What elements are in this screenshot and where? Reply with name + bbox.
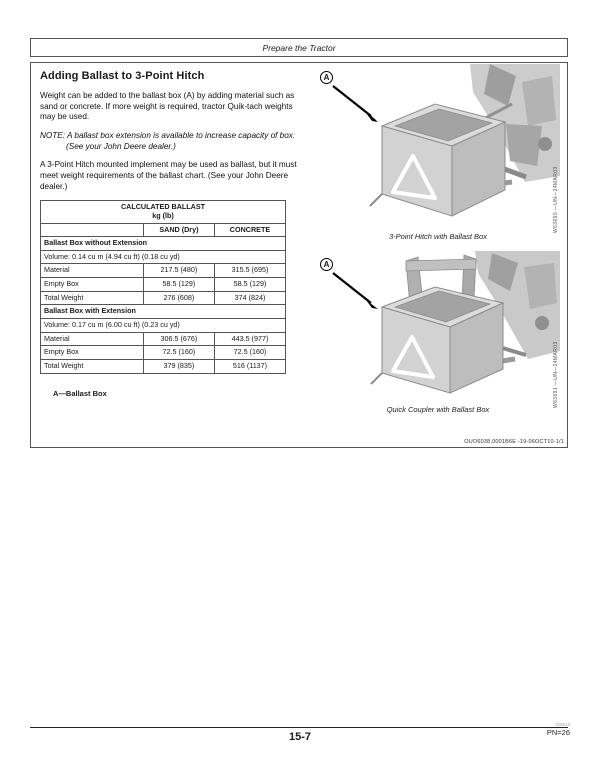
figure-caption: 3-Point Hitch with Ballast Box: [389, 232, 487, 241]
section-box: [30, 62, 568, 448]
volume-row-with-extension: Volume: 0.17 cu m (6.00 cu ft) (0.23 cu yd): [41, 319, 286, 333]
table-title-line1: CALCULATED BALLAST: [120, 202, 206, 212]
cell-value: 374 (824): [214, 291, 285, 305]
volume-row-without-extension: Volume: 0.14 cu m (4.94 cu ft) (0.18 cu yd): [41, 250, 286, 264]
paragraph-1: Weight can be added to the ballast box (A) by adding material such as sand or concrete. If more weight is required, tractor Quik-tach weights may be used.: [40, 91, 295, 122]
figure-caption: Quick Coupler with Ballast Box: [386, 405, 490, 414]
cell-value: 443.5 (977): [214, 332, 285, 346]
col-header-sand: SAND (Dry): [143, 223, 214, 237]
running-header: [30, 38, 568, 57]
table-row: [41, 278, 286, 292]
text-column: [40, 70, 306, 398]
figure-id-label: W63691 —UN—24MAR03: [553, 341, 559, 408]
row-label: Empty Box: [41, 346, 144, 360]
table-row: [41, 346, 286, 360]
col-header-concrete: CONCRETE: [214, 223, 285, 237]
section-header-without-extension: Ballast Box without Extension: [41, 237, 286, 251]
cell-value: 276 (608): [143, 291, 214, 305]
cell-value: 217.5 (480): [143, 264, 214, 278]
running-header-title: Prepare the Tractor: [262, 42, 336, 53]
callout-arrow-icon: [327, 82, 397, 137]
table-row: [41, 291, 286, 305]
row-label: Total Weight: [41, 291, 144, 305]
footer-rule: [30, 727, 568, 728]
cell-value: 58.5 (129): [214, 278, 285, 292]
print-code: 120512: [554, 722, 570, 727]
row-label: Empty Box: [41, 278, 144, 292]
row-label: Total Weight: [41, 359, 144, 373]
cell-value: 306.5 (676): [143, 332, 214, 346]
table-corner-cell: [41, 223, 144, 237]
callout-arrow-icon: [327, 269, 397, 324]
row-label: Material: [41, 264, 144, 278]
paragraph-2: A 3-Point Hitch mounted implement may be used as ballast, but it must meet weight requirements of the ballast chart. (See your John Deere dealer.): [40, 160, 297, 191]
reference-code: OUO6038,0001B6E -19-06OCT10-1/1: [464, 439, 564, 445]
figure-3point-hitch: [318, 63, 568, 247]
table-row: [41, 332, 286, 346]
figure-quick-coupler: [318, 250, 568, 422]
cell-value: 72.5 (160): [143, 346, 214, 360]
pn-block: [547, 723, 570, 737]
cell-value: 379 (835): [143, 359, 214, 373]
callout-a-badge: A: [320, 258, 333, 271]
cell-value: 58.5 (129): [143, 278, 214, 292]
page-number: 15-7: [288, 731, 312, 743]
section-title: Adding Ballast to 3-Point Hitch: [40, 70, 205, 82]
pn-code: PN=26: [546, 727, 570, 737]
callout-a-badge: A: [320, 71, 333, 84]
table-row: [41, 359, 286, 373]
table-row: [41, 264, 286, 278]
note-paragraph: NOTE: A ballast box extension is available to increase capacity of box. (See your John Deere dealer.): [40, 130, 296, 151]
cell-value: 72.5 (160): [214, 346, 285, 360]
ballast-table: [40, 200, 286, 373]
table-title-line2: kg (lb): [152, 210, 174, 220]
section-header-with-extension: Ballast Box with Extension: [41, 305, 286, 319]
cell-value: 315.5 (695): [214, 264, 285, 278]
table-title-cell: [41, 201, 286, 223]
figure-legend: A—Ballast Box: [53, 388, 107, 398]
row-label: Material: [41, 332, 144, 346]
cell-value: 516 (1137): [214, 359, 285, 373]
figure-id-label: W63690 —UN—24MAR03: [553, 166, 559, 233]
